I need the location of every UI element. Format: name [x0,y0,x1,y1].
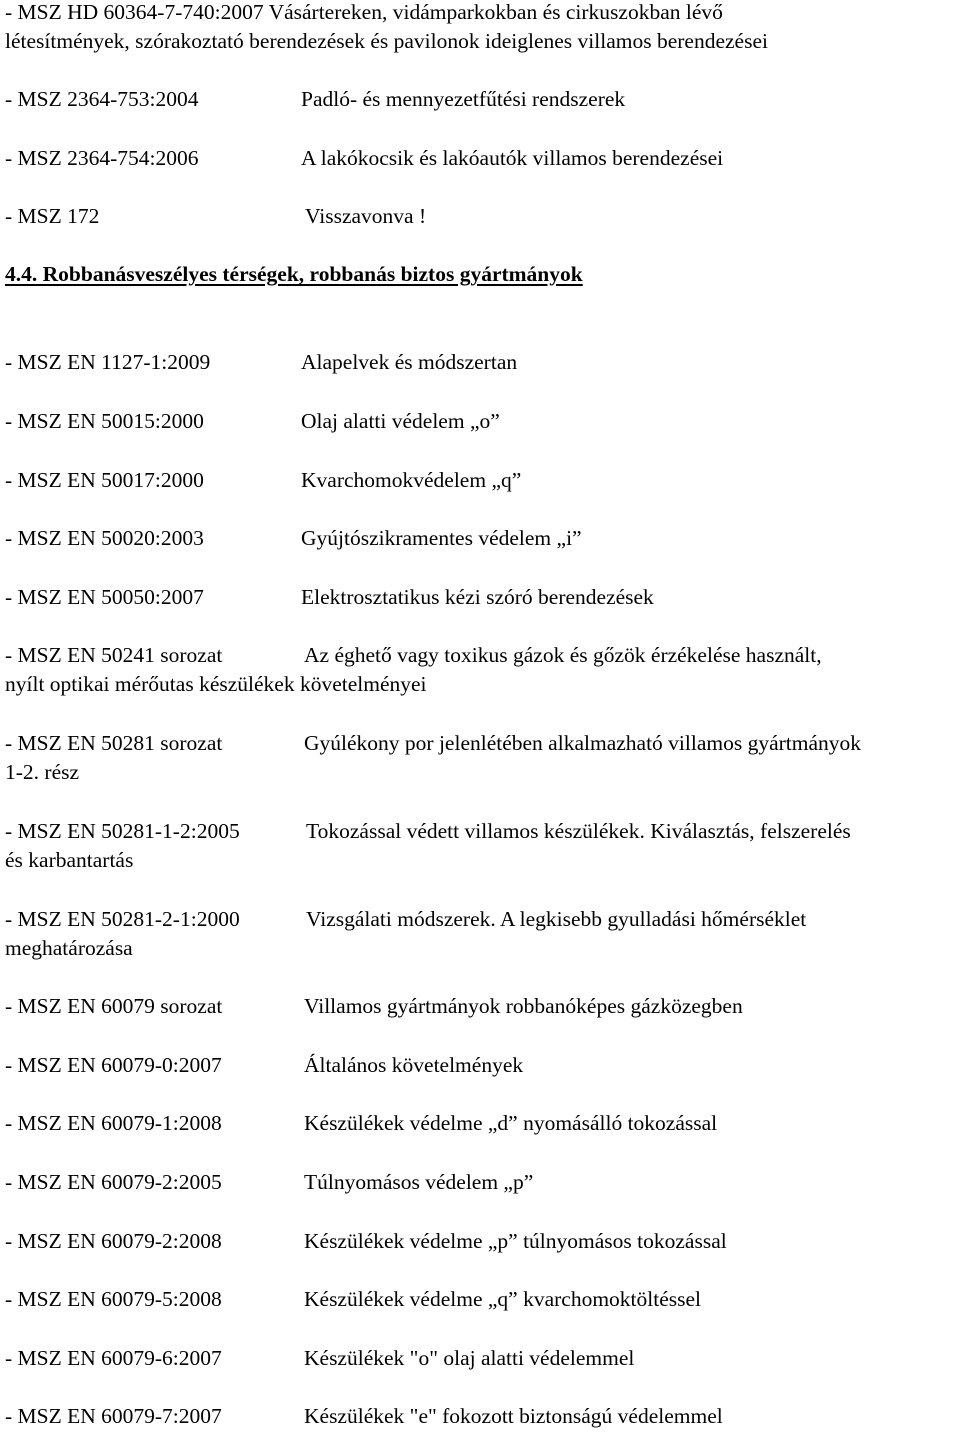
standard-title: Készülékek védelme „p” túlnyomásos tokozással [304,1229,727,1253]
standard-title: Elektrosztatikus kézi szóró berendezések [301,585,654,609]
standard-title: Padló- és mennyezetfűtési rendszerek [301,87,626,111]
standard-title: Készülékek "e" fokozott biztonságú védelemmel [304,1404,723,1428]
standard-title: Gyúlékony por jelenlétében alkalmazható villamos gyártmányok [304,731,862,755]
standard-title: Kvarchomokvédelem „q” [301,468,522,492]
standard-code: - MSZ EN 60079-6:2007 [5,1346,222,1370]
standard-title: Általános követelmények [304,1053,524,1077]
standard-code: - MSZ EN 60079 sorozat [5,994,223,1018]
standard-title: Az éghető vagy toxikus gázok és gőzök érzékelése használt, [304,643,822,667]
intro-line-2: létesítmények, szórakoztató berendezések és pavilonok ideiglenes villamos berendezései [5,29,768,53]
standard-code: - MSZ 2364-754:2006 [5,146,199,170]
standard-code: - MSZ EN 50050:2007 [5,585,204,609]
standard-title: Alapelvek és módszertan [301,350,518,374]
standard-code: - MSZ EN 60079-7:2007 [5,1404,222,1428]
standard-code: - MSZ EN 50281 sorozat [5,731,223,755]
standard-code: - MSZ EN 50017:2000 [5,468,204,492]
standard-title: Készülékek védelme „d” nyomásálló tokozással [304,1111,718,1135]
standard-code: - MSZ EN 50015:2000 [5,409,204,433]
standard-code: - MSZ EN 60079-1:2008 [5,1111,222,1135]
standard-code: - MSZ EN 50281-1-2:2005 [5,819,240,843]
standard-code: - MSZ 2364-753:2004 [5,87,199,111]
standard-title: Készülékek védelme „q” kvarchomoktöltéssel [304,1287,702,1311]
standard-title: Villamos gyártmányok robbanóképes gázközegben [304,994,743,1018]
standard-code: - MSZ EN 50241 sorozat [5,643,223,667]
standard-title: Visszavonva ! [305,204,427,228]
standard-code: - MSZ EN 1127-1:2009 [5,350,211,374]
intro-line-1: - MSZ HD 60364-7-740:2007 Vásártereken, vidámparkokban és cirkuszokban lévő [5,0,723,24]
standard-code: - MSZ EN 60079-5:2008 [5,1287,222,1311]
standard-title-continued: nyílt optikai mérőutas készülékek követelményei [5,672,427,696]
standard-title-continued: 1-2. rész [5,760,80,784]
section-heading: 4.4. Robbanásveszélyes térségek, robbanás biztos gyártmányok [5,262,583,286]
standard-title-continued: és karbantartás [5,848,134,872]
standard-title-continued: meghatározása [5,936,133,960]
standard-code: - MSZ EN 50020:2003 [5,526,204,550]
standard-code: - MSZ EN 60079-2:2005 [5,1170,222,1194]
standard-title: Gyújtószikramentes védelem „i” [301,526,582,550]
standard-code: - MSZ EN 60079-2:2008 [5,1229,222,1253]
standard-code: - MSZ EN 50281-2-1:2000 [5,907,240,931]
standard-title: Tokozással védett villamos készülékek. Kiválasztás, felszerelés [306,819,851,843]
standard-code: - MSZ 172 [5,204,100,228]
standard-title: A lakókocsik és lakóautók villamos berendezései [301,146,724,170]
standard-title: Túlnyomásos védelem „p” [304,1170,534,1194]
standard-title: Olaj alatti védelem „o” [301,409,500,433]
standard-title: Készülékek "o" olaj alatti védelemmel [304,1346,635,1370]
standard-title: Vizsgálati módszerek. A legkisebb gyulladási hőmérséklet [306,907,807,931]
standard-code: - MSZ EN 60079-0:2007 [5,1053,222,1077]
